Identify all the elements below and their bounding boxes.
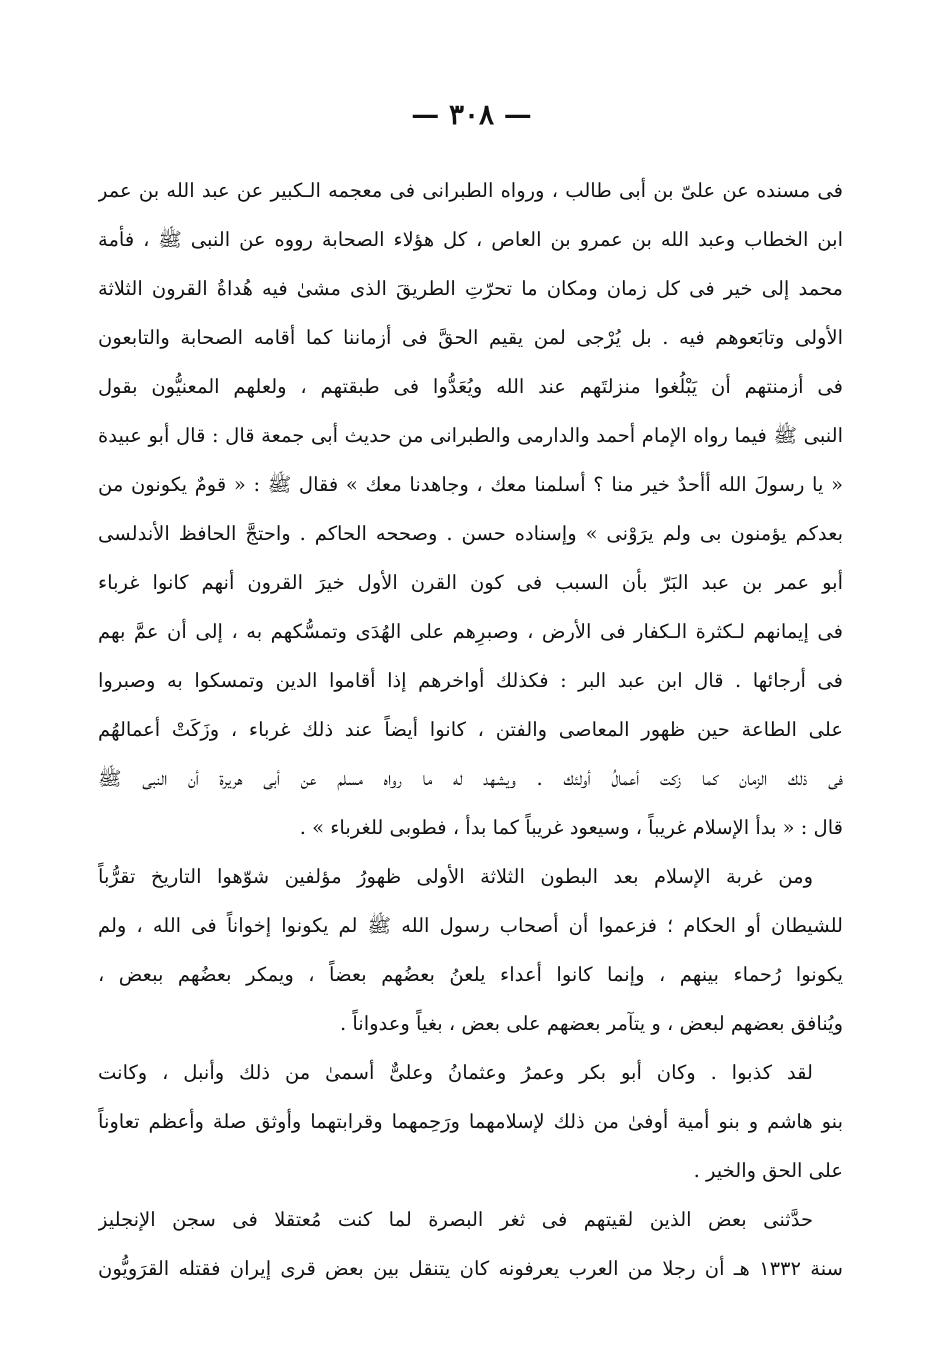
text-line: بعدكم يؤمنون بى ولم يرَوْنى » وإسناده حسن . وصححه الحاكم . واحتجَّ الحافظ الأندلسى [98,522,843,545]
text-line: فى أزمنتهم أن يَبْلُغوا منزلتَهم عند الله ويُعَدُّوا فى طبقتهم ، ولعلهم المعنيُّون بقول [98,375,843,398]
text-line: ومن غربة الإسلام بعد البطون الثلاثة الأولى ظهورُ مؤلفين شوّهوا التاريخ تقرُّباً [98,865,813,888]
text-line: فى أرجائها . قال ابن عبد البر : فكذلك أواخرهم إذا أقاموا الدين وتمسكوا به وصبروا [98,669,843,692]
text-line: ويُنافق بعضهم لبعض ، و يتآمر بعضهم على بعض ، بغياً وعدواناً . [339,1012,843,1035]
text-line: على الطاعة حين ظهور المعاصى والفتن ، كانوا أيضاً عند ذلك غرباء ، وزَكَتْ أعمالهُم [98,718,843,741]
text-line: فى مسنده عن علىّ بن أبى طالب ، ورواه الطبرانى فى معجمه الـكبير عن عبد الله بن عمر [98,179,843,202]
body-text [98,166,843,1293]
text-line: فى ذلك الزمان كما زكت أعمالُ أولئك . ويشهد له ما رواه مسلم عن أبى هريرة أن النبى ﷺ [98,767,843,790]
text-line: حدَّثنى بعض الذين لقيتهم فى ثغر البصرة لما كنت مُعتقلا فى سجن الإنجليز [98,1208,813,1231]
text-line: أبو عمر بن عبد البَرّ بأن السبب فى كون القرن الأول خيرَ القرون أنهم كانوا غرباء [98,571,843,594]
text-line: يكونوا رُحماء بينهم ، وإنما كانوا أعداء يلعنُ بعضُهم بعضاً ، ويمكر بعضُهم ببعض ، [98,963,843,986]
text-line: النبى ﷺ فيما رواه الإمام أحمد والدارمى والطبرانى من حديث أبى جمعة قال : قال أبو عبيدة [98,424,843,447]
text-line: « يا رسولَ الله أأحدٌ خير منا ؟ أسلمنا معك ، وجاهدنا معك » فقال ﷺ : « قومٌ يكونون من [98,473,843,496]
text-line: بنو هاشم و بنو أمية أوفىٰ من ذلك لإسلامهما ورَحِمهما وقرابتهما وأوثق صلة وأعظم تعاوناً [98,1110,843,1133]
text-line: محمد إلى خير فى كل زمان ومكان ما تحرّتِ الطريقَ الذى مشىٰ فيه هُداةُ القرون الثلاثة [98,277,843,300]
text-line: الأولى وتابَعوهم فيه . بل يُرْجى لمن يقيم الحقَّ فى أزماننا كما أقامه الصحابة والتابعون [98,326,843,349]
text-line: ابن الخطاب وعبد الله بن عمرو بن العاص ، كل هؤلاء الصحابة رووه عن النبى ﷺ ، فأمة [98,228,843,251]
text-line: للشيطان أو الحكام ؛ فزعموا أن أصحاب رسول الله ﷺ لم يكونوا إخواناً فى الله ، ولم [98,914,843,937]
text-line: لقد كذبوا . وكان أبو بكر وعمرُ وعثمانُ وعلىٌّ أسمىٰ من ذلك وأنبل ، وكانت [98,1061,813,1084]
text-line: على الحق والخير . [693,1159,843,1182]
text-line: قال : « بدأ الإسلام غريباً ، وسيعود غريباً كما بدأ ، فطوبى للغرباء » . [299,816,843,839]
text-line: فى إيمانهم لـكثرة الـكفار فى الأرض ، وصبرِهم على الهُدَى وتمسُّكهم به ، إلى أن عمَّ بهم [98,620,843,643]
text-line: سنة ١٣٣٢ هـ أن رجلا من العرب يعرفونه كان يتنقل بين بعض قرى إيران فقتله القرَويُّون [98,1257,843,1280]
page-number: — ٣٠٨ — [411,98,532,131]
